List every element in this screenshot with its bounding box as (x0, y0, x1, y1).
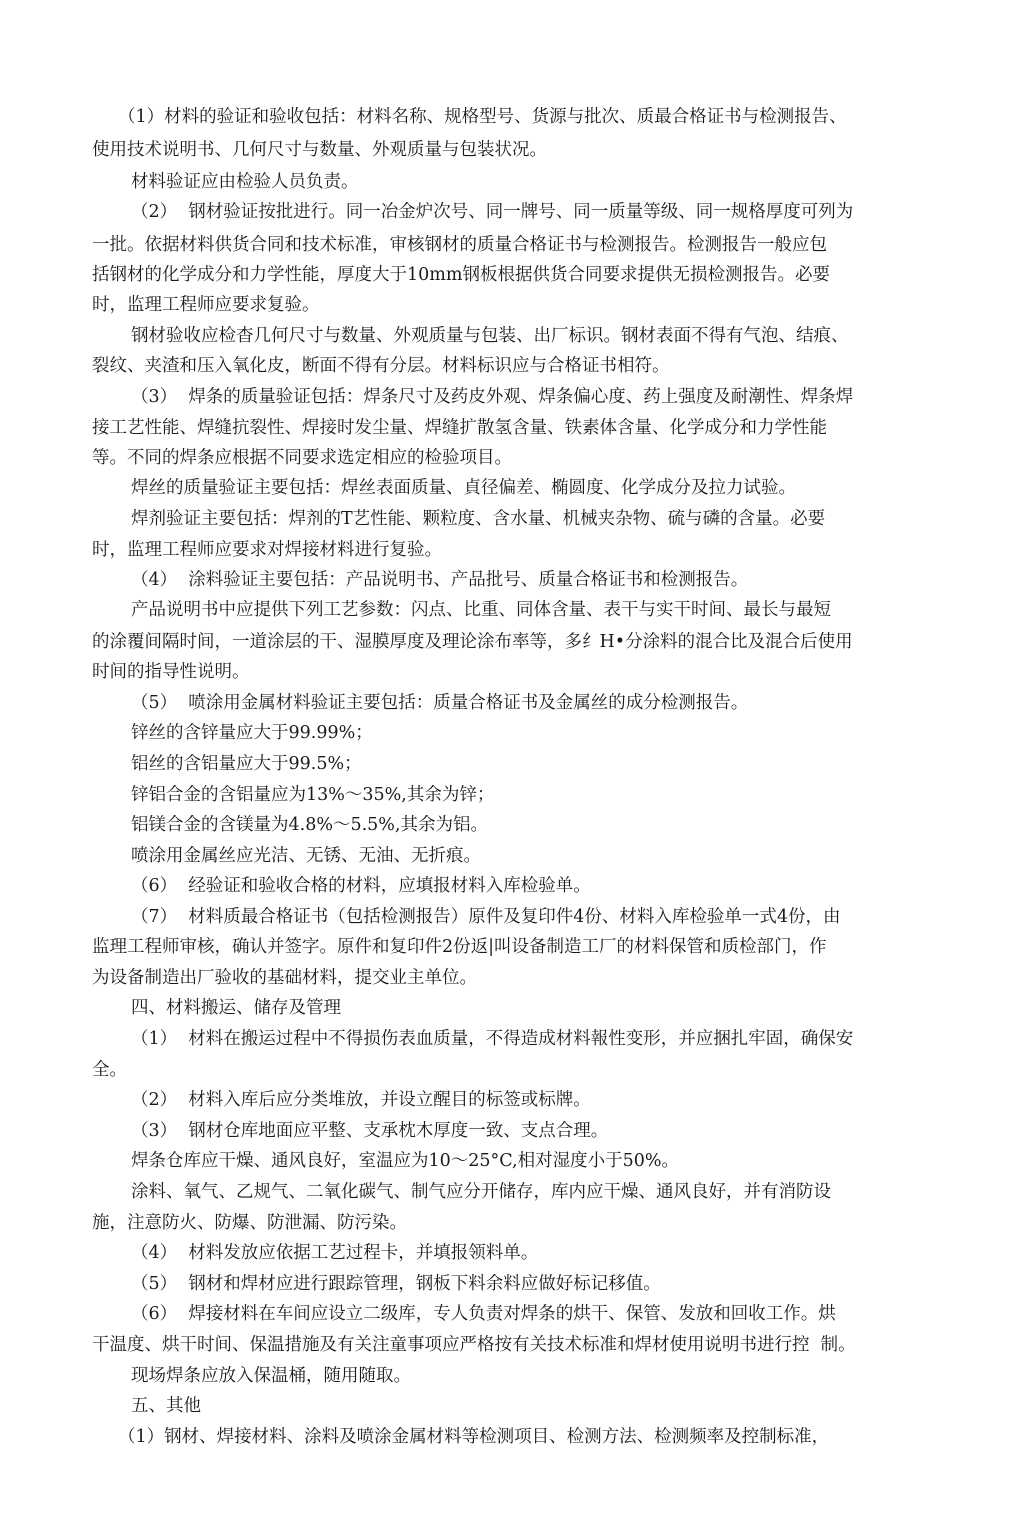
text-line: （1）钢材、焊接材料、涂料及喷涂金属材料等检测项目、检测方法、检测频率及控制标准， (118, 1427, 830, 1447)
text-line: 产品说明书中应提供下列工艺参数：闪点、比重、同体含量、表干与实干时间、最长与最短 (131, 600, 831, 620)
text-line: 干温度、烘干时间、保温措施及有关注童事项应严格按有关技术标准和焊材使用说明书进行控 制。 (92, 1335, 856, 1355)
text-line: 的涂覆间隔时间，一道涂层的干、湿膜厚度及理论涂布率等，多纟H•分涂料的混合比及混合后使用 (92, 632, 853, 652)
text-line: （2） 材料入库后应分类堆放，并设立醒目的标签或标牌。 (131, 1090, 591, 1110)
text-line: 一批。依据材料供货合同和技术标准，审核钢材的质量合格证书与检测报告。检测报告一般应包 (92, 235, 827, 255)
text-line: （4） 材料发放应依据工艺过程卡，并填报领料单。 (131, 1243, 539, 1263)
text-line: 全。 (92, 1060, 127, 1080)
text-line: 涂料、氧气、乙规气、二氧化碳气、制气应分开储存，库内应干燥、通风良好，并有消防设 (131, 1182, 831, 1202)
text-line: （2） 钢材验证按批进行。同一冶金炉次号、同一牌号、同一质量等级、同一规格厚度可列为 (131, 202, 854, 222)
text-line: 铝丝的含铝量应大于99.5%； (131, 754, 362, 774)
text-line: 喷涂用金属丝应光洁、无锈、无油、无折痕。 (131, 846, 481, 866)
text-line: 焊条仓库应干燥、通风良好，室温应为10～25°C,相对湿度小于50%。 (131, 1151, 680, 1171)
text-line: （4） 涂料验证主要包括：产品说明书、产品批号、质量合格证书和检测报告。 (131, 570, 749, 590)
text-line: 现场焊条应放入保温桶，随用随取。 (131, 1366, 411, 1386)
text-line: 施，注意防火、防爆、防泄漏、防污染。 (92, 1213, 407, 1233)
text-line: （5） 喷涂用金属材料验证主要包括：质量合格证书及金属丝的成分检测报告。 (131, 693, 749, 713)
text-line: 铝镁合金的含镁量为4.8%～5.5%,其余为铝。 (131, 815, 488, 835)
text-line: 为设备制造出厂验收的基础材料，提交业主单位。 (92, 968, 477, 988)
text-line: 焊丝的质量验证主要包括：焊丝表面质量、貞径偏差、椭圆度、化学成分及拉力试验。 (131, 478, 796, 498)
text-line: 时，监理工程师应要求对焊接材料进行复验。 (92, 540, 442, 560)
text-line: （1） 材料在搬运过程中不得损伤表血质量，不得造成材料報性变形，并应捆扎牢固，确保安 (131, 1029, 854, 1049)
text-line: 时，监理工程师应要求复验。 (92, 295, 320, 315)
text-line: 钢材验收应检杳几何尺寸与数量、外观质量与包装、出厂标识。钢材表面不得有气泡、结痕、 (131, 326, 849, 346)
text-line: 锌铝合金的含铝量应为13%～35%,其余为锌； (131, 785, 495, 805)
text-line: 接工艺性能、焊缝抗裂性、焊接时发尘量、焊缝扩散氢含量、铁素体含量、化学成分和力学性能 (92, 418, 827, 438)
text-line: 时间的指导性说明。 (92, 662, 250, 682)
text-line: 括钢材的化学成分和力学性能，厚度大于10mm钢板根据供货合同要求提供无损检测报告。必要 (92, 265, 830, 285)
text-line: 材料验证应由检验人员负责。 (131, 172, 359, 192)
text-line: （3） 钢材仓库地面应平整、支承枕木厚度一致、支点合理。 (131, 1121, 609, 1141)
text-line: 焊剂验证主要包括：焊剂的T艺性能、颗粒度、含水量、机械夹杂物、硫与磷的含量。必要 (131, 509, 826, 529)
text-line: 等。不同的焊条应根据不同要求选定相应的检验项目。 (92, 448, 512, 468)
section-heading: 四、材料搬运、储存及管理 (131, 998, 341, 1018)
text-line: （7） 材料质最合格证书（包括检测报告）原件及复印件4份、材料入库检验单一式4份，由 (131, 907, 841, 927)
text-line: 锌丝的含锌量应大于99.99%； (131, 723, 373, 743)
section-heading: 五、其他 (131, 1396, 201, 1416)
text-line: （1）材料的验证和验收包括：材料名称、规格型号、货源与批次、质最合格证书与检测报告、 (118, 107, 847, 127)
text-line: （6） 焊接材料在车间应设立二级库，专人负责对焊条的烘干、保管、发放和回收工作。烘 (131, 1304, 836, 1324)
text-line: 裂纹、夹渣和压入氧化皮，断面不得有分层。材料标识应与合格证书相符。 (92, 356, 670, 376)
text-line: （6） 经验证和验收合格的材料，应填报材料入库检验单。 (131, 876, 591, 896)
text-line: （3） 焊条的质量验证包括：焊条尺寸及药皮外观、焊条偏心度、药上强度及耐潮性、焊条焊 (131, 387, 854, 407)
text-line: （5） 钢材和焊材应进行跟踪管理，钢板下料余料应做好标记移值。 (131, 1274, 661, 1294)
text-line: 监理工程师审核，确认并签字。原件和复印件2份返|叫设备制造工厂的材料保管和质检部门，作 (92, 937, 827, 957)
text-line: 使用技术说明书、几何尺寸与数量、外观质量与包装状况。 (92, 140, 547, 160)
